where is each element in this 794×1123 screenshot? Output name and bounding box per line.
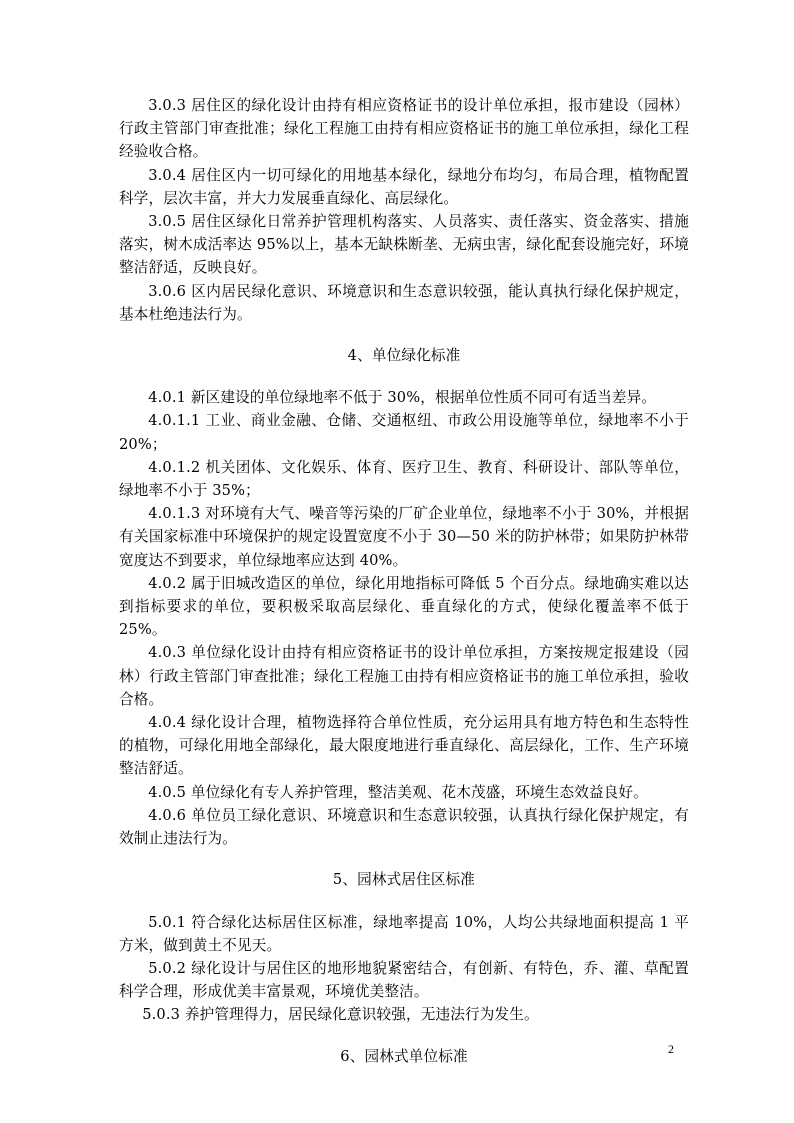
section-6-heading: 6、园林式单位标准	[340, 1047, 468, 1065]
clause-4-0-1-3: 4.0.1.3 对环境有大气、噪音等污染的厂矿企业单位，绿地率不小于 30%，并根据有关国家标准中环境保护的规定设置宽度不小于 30—50 米的防护林带；如果防护林带宽度达不到要求，单位绿地率应达到 40%。	[119, 505, 689, 569]
clause-4-0-5: 4.0.5 单位绿化有专人养护管理，整洁美观、花木茂盛，环境生态效益良好。	[148, 783, 648, 801]
clause-4-0-1: 4.0.1 新区建设的单位绿地率不低于 30%，根据单位性质不同可有适当差异。	[148, 389, 657, 407]
clause-4-0-3: 4.0.3 单位绿化设计由持有相应资格证书的设计单位承担，方案按规定报建设（园林）行政主管部门审查批准；绿化工程施工由持有相应资格证书的施工单位承担，验收合格。	[119, 644, 689, 708]
section-4-heading: 4、单位绿化标准	[347, 347, 461, 365]
clause-3-0-4: 3.0.4 居住区内一切可绿化的用地基本绿化，绿地分布均匀，布局合理，植物配置科学，层次丰富，并大力发展垂直绿化、高层绿化。	[119, 166, 689, 207]
clause-5-0-3: 5.0.3 养护管理得力，居民绿化意识较强，无违法行为发生。	[142, 1006, 539, 1024]
section-5-heading: 5、园林式居住区标准	[332, 871, 476, 889]
clause-4-0-2: 4.0.2 属于旧城改造区的单位，绿化用地指标可降低 5 个百分点。绿地确实难以达到指标要求的单位，要积极采取高层绿化、垂直绿化的方式，使绿化覆盖率不低于 25%。	[119, 574, 689, 639]
clause-5-0-2: 5.0.2 绿化设计与居住区的地形地貌紧密结合，有创新、有特色，乔、灌、草配置科学合理，形成优美丰富景观，环境优美整洁。	[119, 959, 689, 1001]
clause-3-0-5: 3.0.5 居住区绿化日常养护管理机构落实、人员落实、责任落实、资金落实、措施落实，树木成活率达 95%以上，基本无缺株断垄、无病虫害，绿化配套设施完好，环境整洁舒适，反映良好。	[119, 213, 689, 277]
clause-4-0-4: 4.0.4 绿化设计合理，植物选择符合单位性质，充分运用具有地方特色和生态特性的植物，可绿化用地全部绿化，最大限度地进行垂直绿化、高层绿化，工作、生产环境整洁舒适。	[119, 714, 689, 778]
clause-3-0-6: 3.0.6 区内居民绿化意识、环境意识和生态意识较强，能认真执行绿化保护规定，基本杜绝违法行为。	[119, 282, 689, 323]
clause-4-0-1-2: 4.0.1.2 机关团体、文化娱乐、体育、医疗卫生、教育、科研设计、部队等单位，绿地率不小于 35%；	[119, 458, 689, 500]
clause-3-0-3: 3.0.3 居住区的绿化设计由持有相应资格证书的设计单位承担，报市建设（园林）行政主管部门审查批准；绿化工程施工由持有相应资格证书的施工单位承担，绿化工程经验收合格。	[119, 97, 689, 161]
clause-4-0-6: 4.0.6 单位员工绿化意识、环境意识和生态意识较强，认真执行绿化保护规定，有效制止违法行为。	[119, 806, 689, 848]
clause-4-0-1-1: 4.0.1.1 工业、商业金融、仓储、交通枢纽、市政公用设施等单位，绿地率不小于 20%；	[119, 412, 689, 453]
page-number: 2	[668, 1042, 674, 1056]
document-body	[119, 94, 689, 1068]
clause-5-0-1: 5.0.1 符合绿化达标居住区标准，绿地率提高 10%，人均公共绿地面积提高 1 平方米，做到黄土不见天。	[119, 913, 689, 954]
